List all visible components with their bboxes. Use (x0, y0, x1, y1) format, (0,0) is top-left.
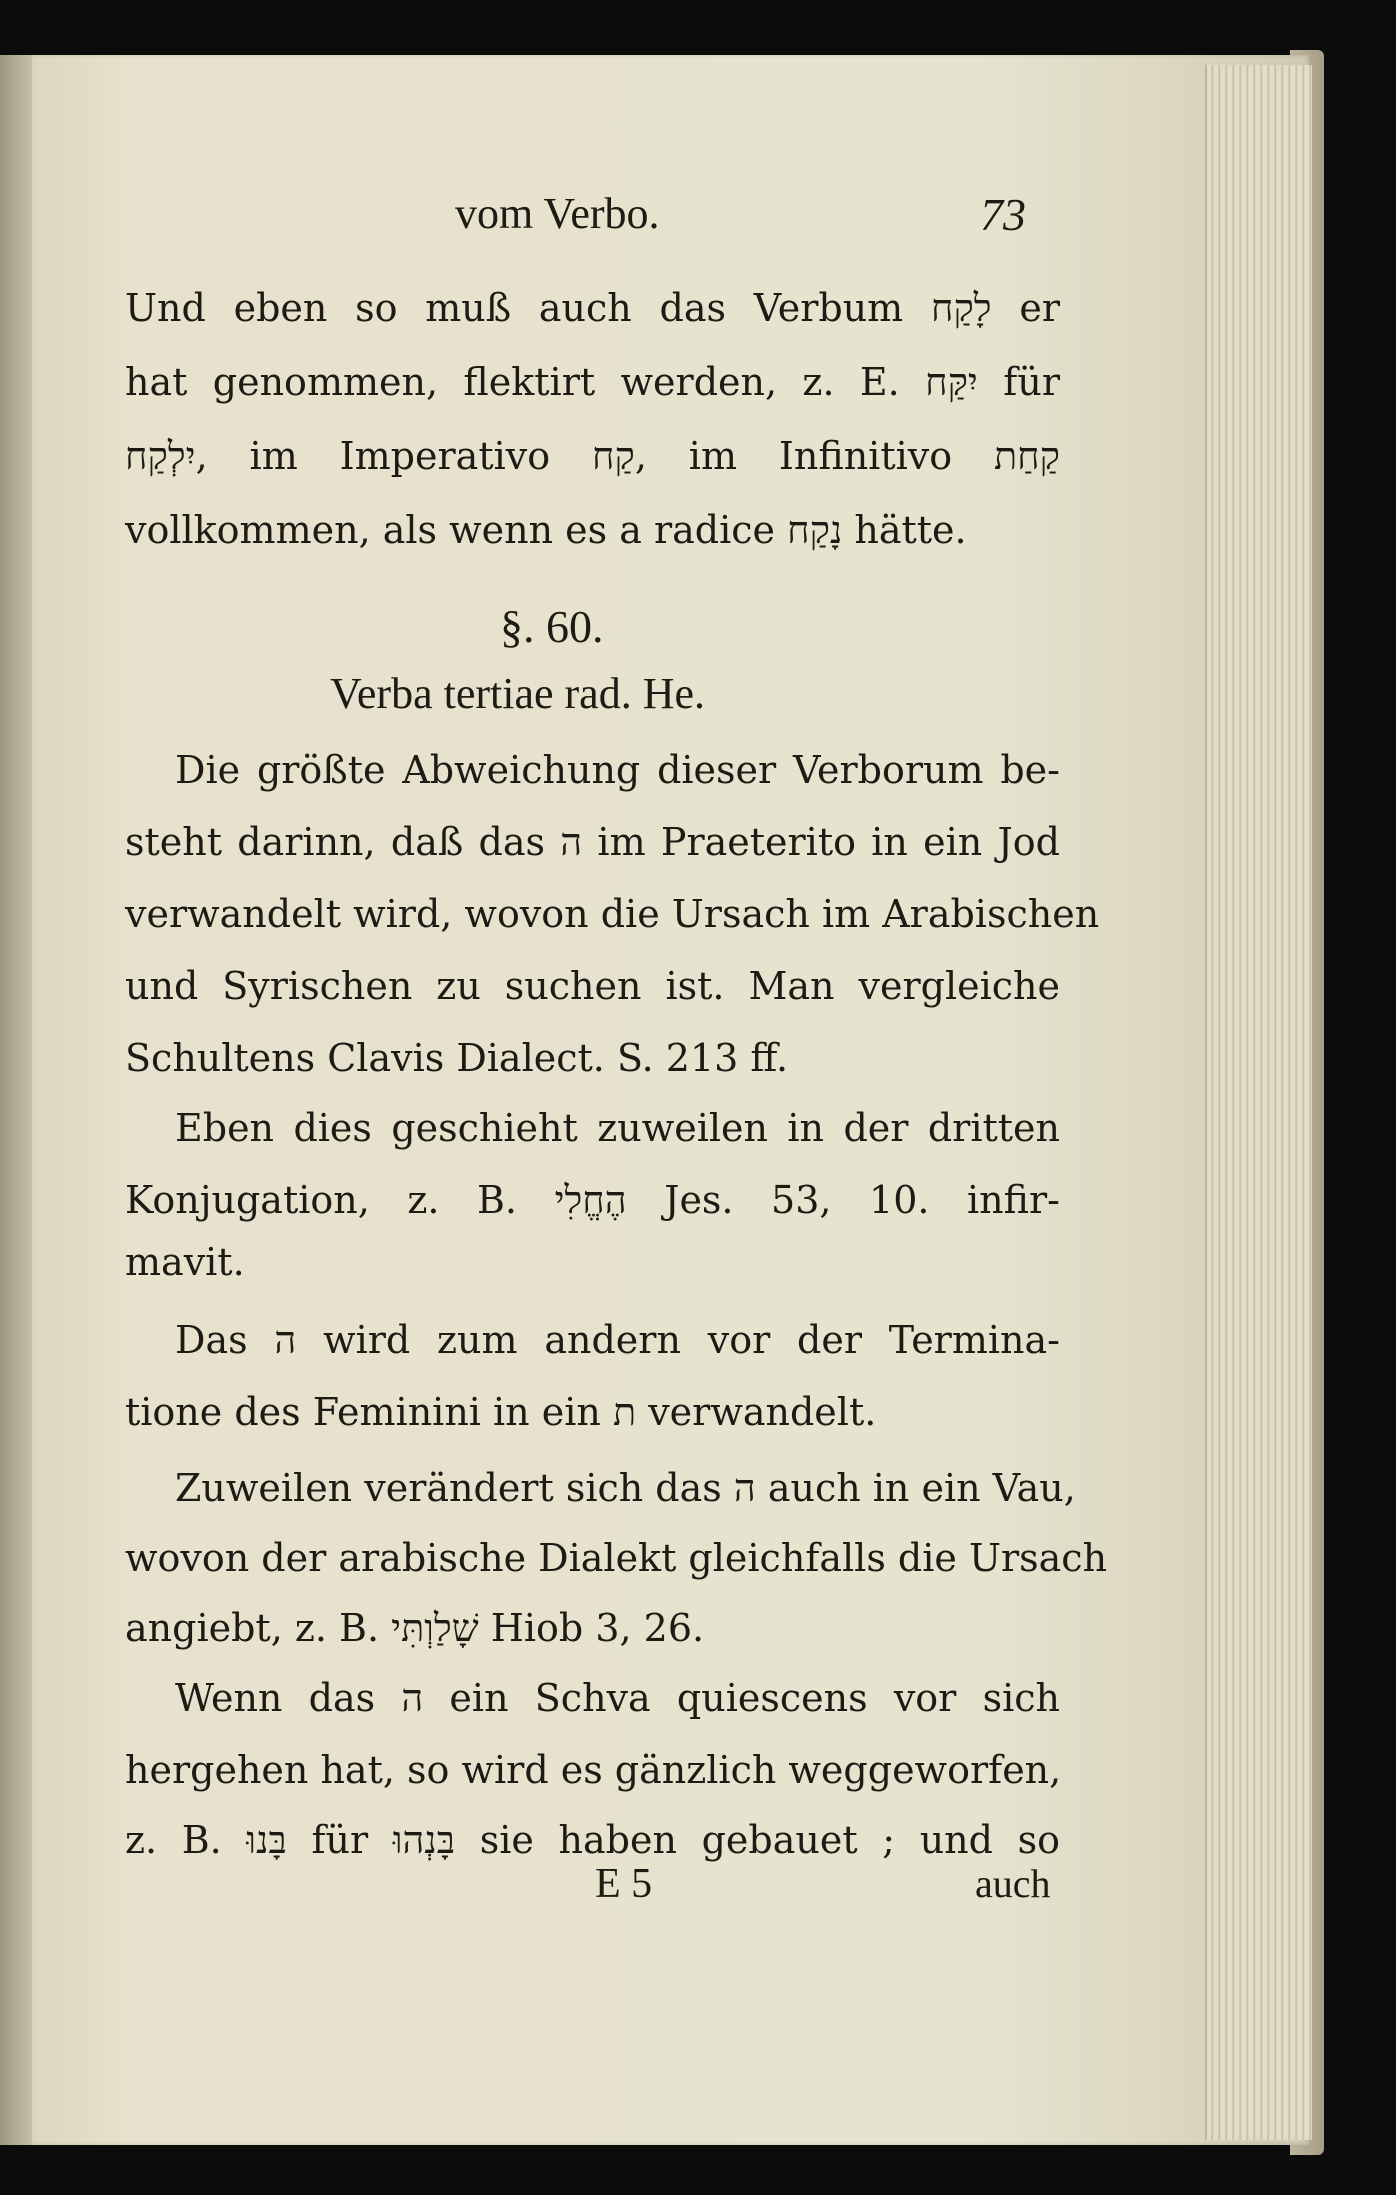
text-line: Das ה wird zum andern vor der Termina- (175, 1318, 1060, 1362)
text-line: tione des Feminini in ein ת verwandelt. (125, 1390, 877, 1434)
text-line: wovon der arabische Dialekt gleichfalls die Ursach (125, 1536, 1108, 1580)
signature-mark: E 5 (595, 1861, 653, 1907)
text-line: z. B. בָּנוּ für בָּנְהוּ sie haben gebauet ; und so (125, 1818, 1060, 1862)
text-line: Eben dies geschieht zuweilen in der dritten (175, 1106, 1060, 1150)
page-gutter (0, 55, 32, 2145)
running-title: vom Verbo. (455, 189, 660, 238)
text-line: hat genommen, flektirt werden, z. E. יִקַּח für (125, 360, 1060, 404)
text-line: Wenn das ה ein Schva quiescens vor sich (175, 1676, 1060, 1720)
section-number: §. 60. (500, 601, 604, 652)
text-line: Die größte Abweichung dieser Verborum be- (175, 748, 1060, 792)
catchword: auch (975, 1861, 1051, 1906)
page-number: 73 (980, 189, 1026, 240)
text-line: Konjugation, z. B. הֶחֱלִי Jes. 53, 10. infir- (125, 1178, 1060, 1222)
text-line: Schultens Clavis Dialect. S. 213 ff. (125, 1036, 789, 1080)
text-line: angiebt, z. B. שָׁלַוְתִּי Hiob 3, 26. (125, 1606, 705, 1650)
page-edges (1205, 65, 1312, 2140)
text-line: hergehen hat, so wird es gänzlich weggeworfen, (125, 1748, 1062, 1792)
text-line: vollkommen, als wenn es a radice נָקַח hätte. (125, 508, 967, 552)
text-line: mavit. (125, 1240, 245, 1284)
text-line: יִלְקַח, im Imperativo קַח, im Infinitivo קַחַת (125, 434, 1060, 478)
section-title: Verba tertiae rad. He. (330, 669, 706, 718)
text-line: und Syrischen zu suchen ist. Man vergleiche (125, 964, 1060, 1008)
text-line: steht darinn, daß das ה im Praeterito in ein Jod (125, 820, 1060, 864)
text-line: Zuweilen verändert sich das ה auch in ein Vau, (175, 1466, 1076, 1510)
text-line: verwandelt wird, wovon die Ursach im Arabischen (125, 892, 1100, 936)
text-line: Und eben so muß auch das Verbum לָקַח er (125, 286, 1061, 330)
